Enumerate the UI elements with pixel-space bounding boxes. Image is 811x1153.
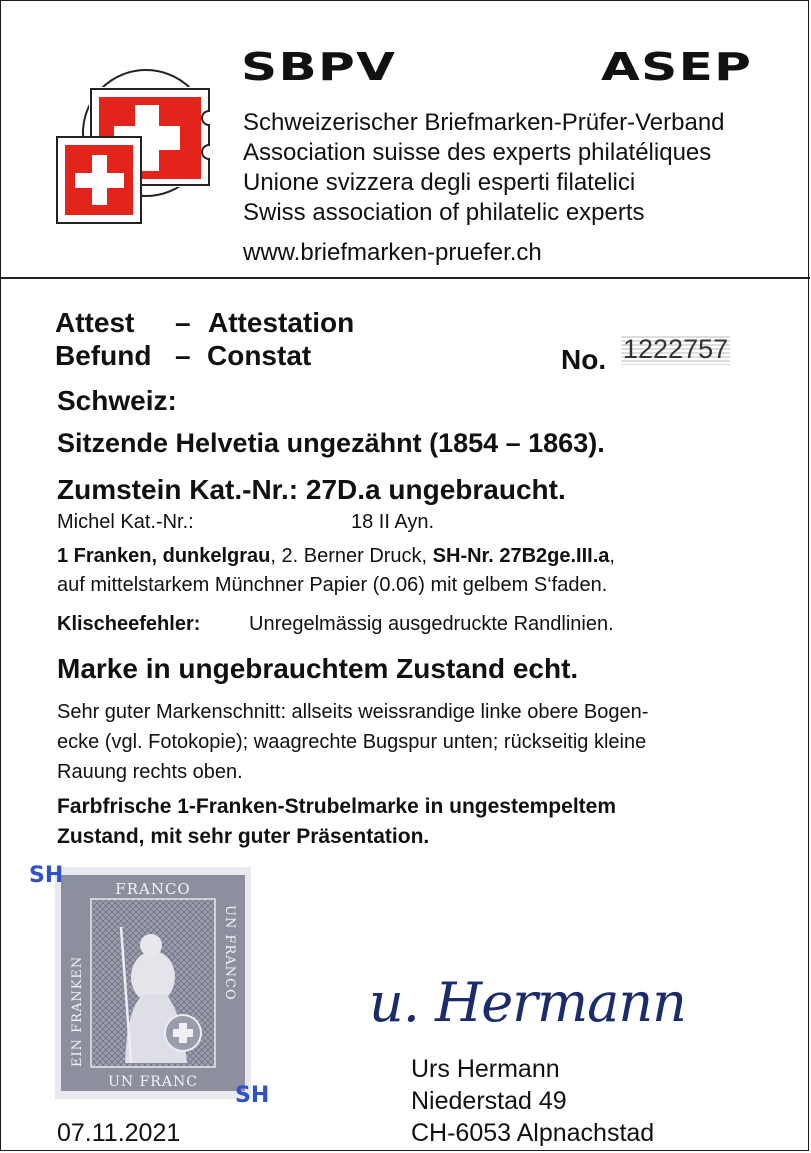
sh-number: SH-Nr. 27B2ge.III.a <box>432 545 610 567</box>
association-name-fr: Association suisse des experts philatéliques <box>243 139 712 166</box>
attest-label: Attest <box>55 307 135 338</box>
stamp-image <box>55 867 251 1099</box>
condition-line-1: Sehr guter Markenschnitt: allseits weissrandige linke obere Bogen- <box>57 701 649 723</box>
certificate-number: 1222757 <box>623 334 729 364</box>
klischee-value: Unregelmässig ausgedruckte Randlinien. <box>249 613 614 635</box>
expert-city: CH-6053 Alpnachstad <box>411 1119 655 1147</box>
stamp-description <box>57 545 615 568</box>
zumstein-catalogue: Zumstein Kat.-Nr.: 27D.a ungebraucht. <box>57 474 566 505</box>
association-name-de: Schweizerischer Briefmarken-Prüfer-Verband <box>243 109 725 136</box>
website-url: www.briefmarken-pruefer.ch <box>243 239 542 266</box>
brand-sbpv: SBPV <box>241 45 397 89</box>
comma: , <box>609 545 615 567</box>
denomination-colour: 1 Franken, dunkelgrau <box>57 545 271 567</box>
issue-title: Sitzende Helvetia ungezähnt (1854 – 1863). <box>57 428 605 458</box>
brand-asep: ASEP <box>601 45 753 89</box>
condition-line-2: ecke (vgl. Fotokopie); waagrechte Bugspur unten; rückseitig kleine <box>57 731 647 753</box>
expert-street: Niederstad 49 <box>411 1087 567 1115</box>
stamp-bottom-text: UN FRANC <box>108 1074 198 1090</box>
certificate-number-label: No. <box>561 344 607 375</box>
expert-signature: u. Hermann <box>369 971 686 1034</box>
klischee-label: Klischeefehler: <box>57 613 201 635</box>
certificate-date: 07.11.2021 <box>57 1119 181 1147</box>
attest-dash: – <box>175 307 191 338</box>
verdict: Marke in ungebrauchtem Zustand echt. <box>57 653 579 684</box>
swiss-stamps-logo <box>51 51 216 226</box>
association-name-it: Unione svizzera degli esperti filatelici <box>243 169 636 196</box>
summary-line-2: Zustand, mit sehr guter Präsentation. <box>57 825 430 848</box>
summary-line-1: Farbfrische 1-Franken-Strubelmarke in ungestempeltem <box>57 795 616 818</box>
print-run: , 2. Berner Druck, <box>270 545 433 567</box>
association-name-en: Swiss association of philatelic experts <box>243 199 645 226</box>
michel-value: 18 II Ayn. <box>351 511 435 533</box>
befund-label: Befund <box>55 340 152 371</box>
header-divider <box>1 277 810 279</box>
condition-line-3: Rauung rechts oben. <box>57 761 243 783</box>
befund-dash: – <box>175 340 191 371</box>
expert-initials-bottom: SH <box>235 1083 270 1108</box>
expert-name: Urs Hermann <box>411 1055 560 1083</box>
stamp-left-text: EIN FRANKEN <box>70 955 85 1067</box>
attestation-label: Attestation <box>208 307 355 338</box>
country: Schweiz: <box>57 385 177 416</box>
paper-description: auf mittelstarkem Münchner Papier (0.06) mit gelbem S‘faden. <box>57 574 608 596</box>
stamp-top-text: FRANCO <box>115 880 191 898</box>
michel-label: Michel Kat.-Nr.: <box>57 511 194 533</box>
stamp-right-text: UN FRANCO <box>222 905 237 1001</box>
expert-initials-top: SH <box>29 863 64 888</box>
constat-label: Constat <box>207 340 312 371</box>
